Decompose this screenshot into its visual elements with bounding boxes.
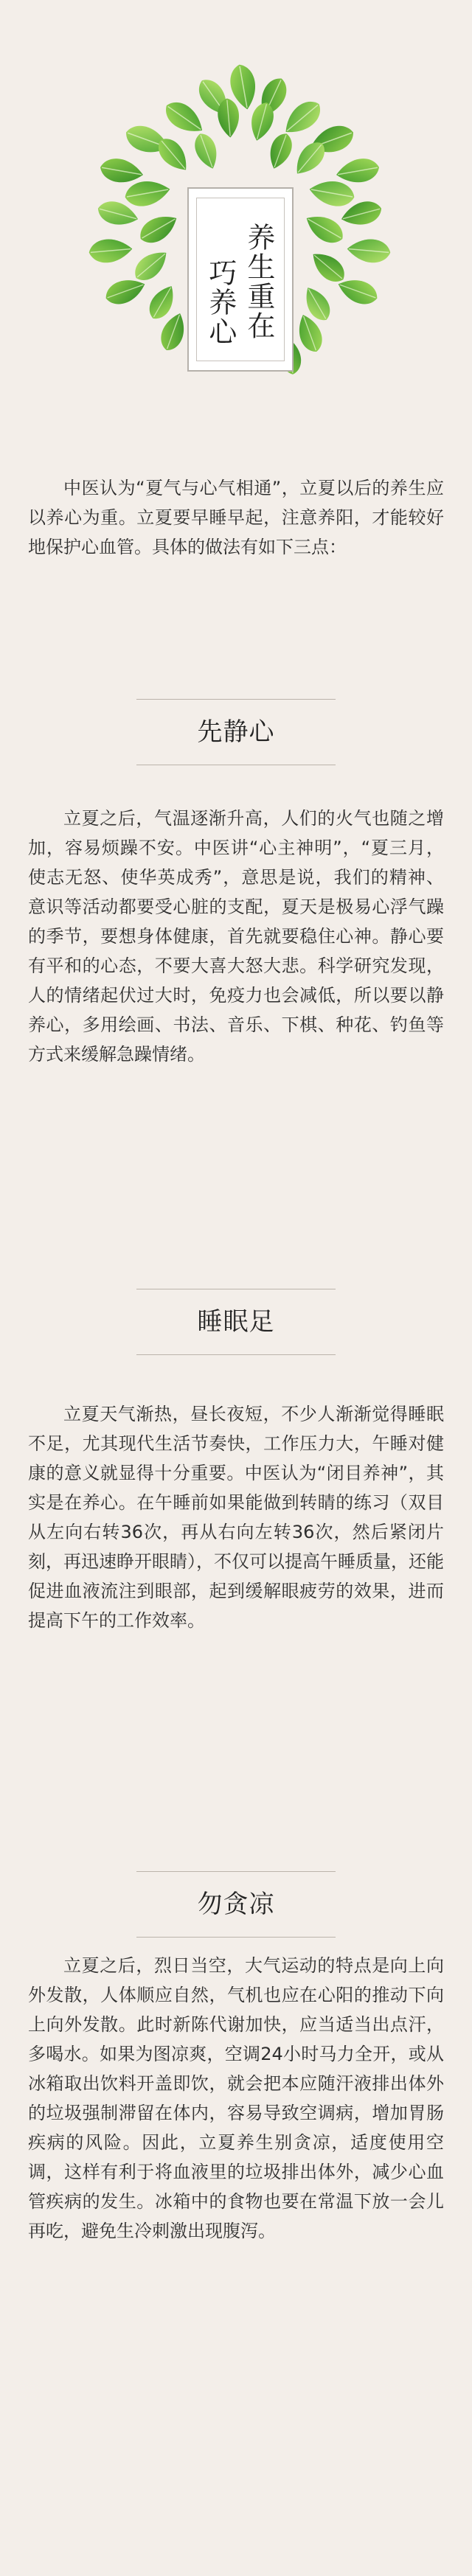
title-card [187, 187, 294, 372]
heading-rule-bottom [136, 1354, 336, 1355]
section-heading-3 [0, 1871, 472, 1938]
section-heading-2 [0, 1289, 472, 1355]
section-body-3: 立夏之后，烈日当空，大气运动的特点是向上向外发散，人体顺应自然，气机也应在心阳的推动下向上向外发散。此时新陈代谢加快，应当适当出点汗，多喝水。如果为图凉爽，空调24小时马力全开，或从冰箱取出饮料开盖即饮，就会把本应随汗液排出体外的垃圾强制滞留在体内，容易导致空调病，增加胃肠疾病的风险。因此，立夏养生别贪凉，适度使用空调，这样有利于将血液里的垃圾排出体外，减少心血管疾病的发生。冰箱中的食物也要在常温下放一会儿再吃，避免生冷刺激出现腹泻。 [28, 1955, 444, 2241]
section-heading-1 [0, 699, 472, 765]
section-heading-text: 睡眠足 [197, 1307, 275, 1337]
page-subtitle: 巧养心 [204, 258, 237, 347]
intro-paragraph: 中医认为“夏气与心气相通”，立夏以后的养生应以养心为重。立夏要早睡早起，注意养阳，才能较好地保护心血管。具体的做法有如下三点： [28, 478, 444, 557]
section-heading-text: 先静心 [197, 717, 275, 747]
heading-rule-bottom [136, 1937, 336, 1938]
section-heading-text: 勿贪凉 [197, 1890, 275, 1919]
page-title: 养生重在 [242, 223, 275, 341]
section-body-2: 立夏天气渐热，昼长夜短，不少人渐渐觉得睡眠不足，尤其现代生活节奏快，工作压力大，午睡对健康的意义就显得十分重要。中医认为“闭目养神”，其实是在养心。在午睡前如果能做到转睛的练习（双目从左向右转36次，再从右向左转36次，然后紧闭片刻，再迅速睁开眼睛），不仅可以提高午睡质量，还能促进血液流注到眼部，起到缓解眼疲劳的效果，进而提高下午的工作效率。 [28, 1404, 444, 1631]
heading-rule-top [136, 699, 336, 700]
section-body-1: 立夏之后，气温逐渐升高，人们的火气也随之增加，容易烦躁不安。中医讲“心主神明”，“夏三月，使志无怒、使华英成秀”，意思是说，我们的精神、意识等活动都要受心脏的支配，夏天是极易心浮气躁的季节，要想身体健康，首先就要稳住心神。静心要有平和的心态，不要大喜大怒大悲。科学研究发现，人的情绪起伏过大时，免疫力也会减低，所以要以静养心，多用绘画、书法、音乐、下棋、种花、钓鱼等方式来缓解急躁情绪。 [28, 808, 444, 1065]
heading-rule-top [136, 1871, 336, 1872]
hero-banner [0, 0, 472, 428]
